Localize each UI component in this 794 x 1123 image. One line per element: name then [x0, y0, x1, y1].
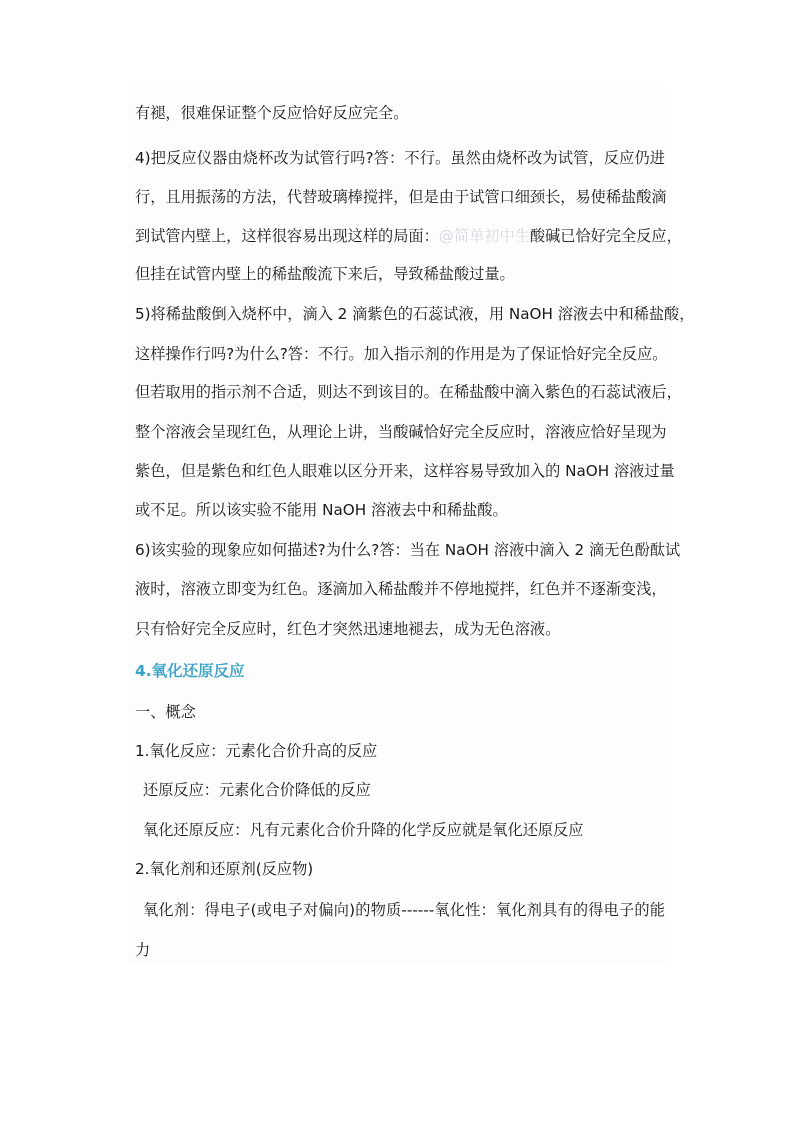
watermark-text: @简单初中生	[438, 227, 530, 245]
definition-line: 氧化还原反应：凡有元素化合价升降的化学反应就是氧化还原反应	[143, 821, 584, 839]
line-text: 酸碱已恰好完全反应，	[529, 227, 682, 245]
paragraph-line: 只有恰好完全反应时，红色才突然迅速地褪去，成为无色溶液。	[135, 620, 561, 638]
paragraph-line: 这样操作行吗?为什么?答：不行。加入指示剂的作用是为了保证恰好完全反应。	[135, 345, 668, 363]
paragraph-line: 但挂在试管内壁上的稀盐酸流下来后，导致稀盐酸过量。	[135, 265, 515, 283]
paragraph-line: 紫色，但是紫色和红色人眼难以区分开来，这样容易导致加入的 NaOH 溶液过量	[135, 462, 675, 480]
definition-line: 还原反应：元素化合价降低的反应	[143, 781, 371, 799]
section-heading: 4.氧化还原反应	[135, 662, 245, 680]
definition-line: 氧化剂：得电子(或电子对偏向)的物质------氧化性：氧化剂具有的得电子的能	[143, 901, 665, 919]
line-text: 到试管内壁上，这样很容易出现这样的局面：	[135, 227, 439, 245]
paragraph-line: 但若取用的指示剂不合适，则达不到该目的。在稀盐酸中滴入紫色的石蕊试液后，	[135, 383, 682, 401]
definition-line: 2.氧化剂和还原剂(反应物)	[135, 860, 314, 878]
paragraph-line: 整个溶液会呈现红色，从理论上讲，当酸碱恰好完全反应时，溶液应恰好呈现为	[135, 423, 667, 441]
paragraph-line: 6)该实验的现象应如何描述?为什么?答：当在 NaOH 溶液中滴入 2 滴无色酚酞试	[135, 541, 681, 559]
paragraph-line: 5)将稀盐酸倒入烧杯中，滴入 2 滴紫色的石蕊试液，用 NaOH 溶液去中和稀盐酸，	[135, 305, 695, 323]
paragraph-line: 有褪，很难保证整个反应恰好反应完全。	[135, 104, 409, 122]
paragraph-line: 液时，溶液立即变为红色。逐滴加入稀盐酸并不停地搅拌，红色并不逐渐变浅，	[135, 580, 667, 598]
paragraph-line	[135, 226, 682, 246]
paragraph-line: 或不足。所以该实验不能用 NaOH 溶液去中和稀盐酸。	[135, 501, 508, 519]
definition-line: 力	[135, 941, 151, 959]
definition-line: 1.氧化反应：元素化合价升高的反应	[135, 742, 378, 760]
subsection-title: 一、概念	[135, 703, 196, 721]
paragraph-line: 行，且用振荡的方法，代替玻璃棒搅拌，但是由于试管口细颈长，易使稀盐酸滴	[135, 188, 667, 206]
paragraph-line: 4)把反应仪器由烧杯改为试管行吗?答：不行。虽然由烧杯改为试管，反应仍进	[135, 149, 665, 167]
